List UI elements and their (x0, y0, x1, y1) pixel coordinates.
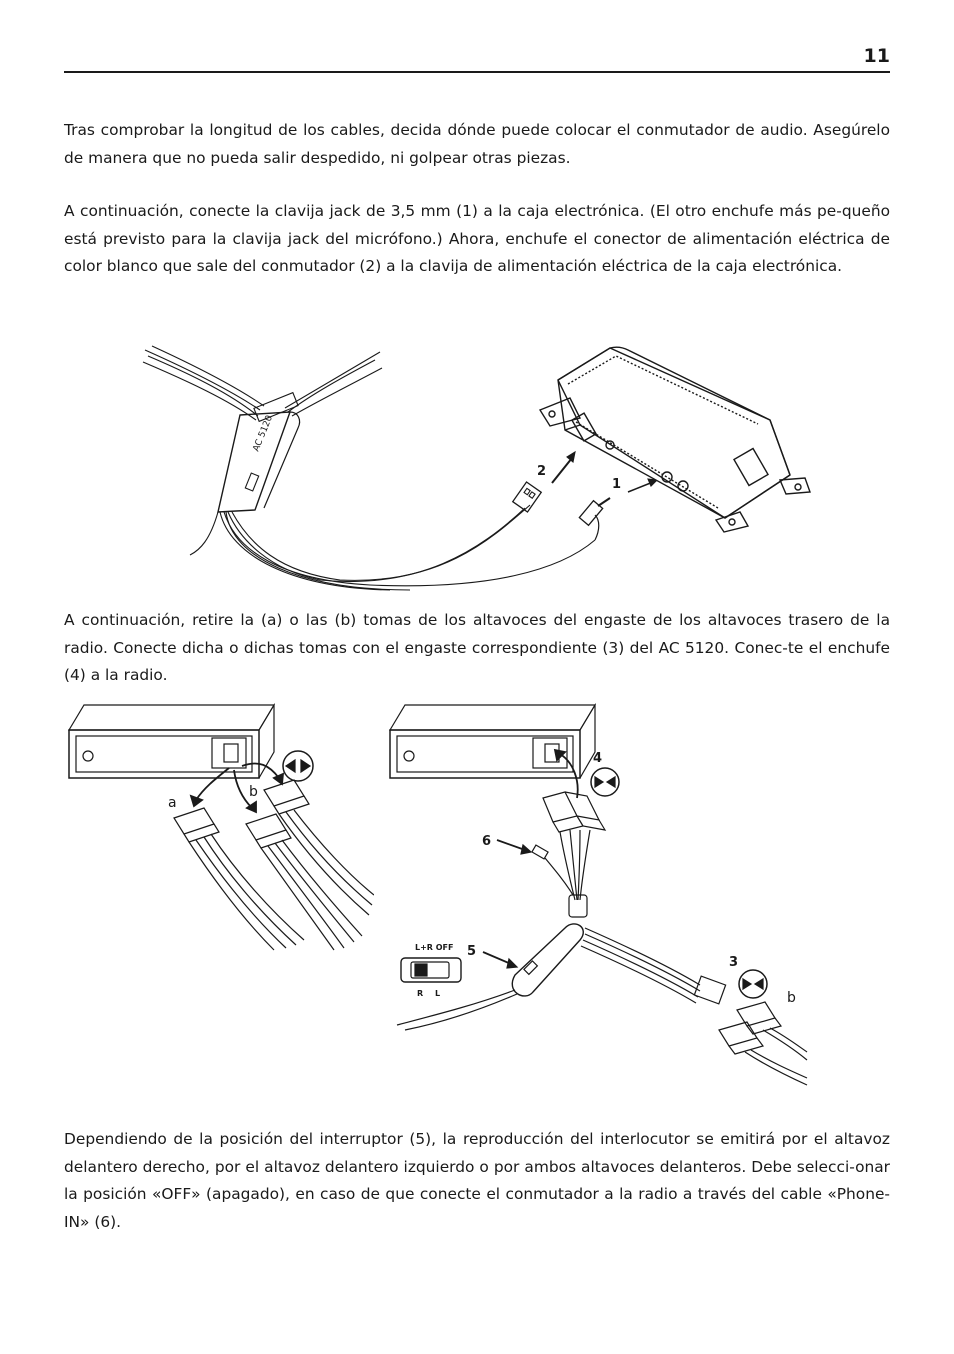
radio-unit (390, 705, 595, 778)
page-number: 11 (863, 45, 890, 67)
callout-arrow-6 (497, 840, 531, 854)
paragraph-jack-connection: A continuación, conecte la clavija jack de 3,5 mm (1) a la caja electrónica. (El otro enchufe más pe-queño está previsto para la clavija jack del micrófono.) Ahora, enchufe el conector de alimentación eléctrica de color blanco que sale del conmutador (2) a la clavija de alimentación eléctrica de la caja electrónica. (64, 202, 890, 275)
callout-arrow-5 (483, 952, 517, 968)
callout-4: 4 (593, 751, 603, 766)
paragraph-cable-placement: Tras comprobar la longitud de los cables, decida dónde puede colocar el conmutador de audio. Asegúrelo de manera que no pueda salir despedido, ni golpear otras piezas. (64, 121, 890, 167)
figure-switch-to-box (140, 340, 815, 595)
label-b: b (249, 784, 258, 800)
lower-wires (397, 990, 517, 1030)
callout-arrow-1 (628, 479, 657, 492)
figure-radio-connectors (64, 700, 374, 960)
switch-detail (401, 943, 461, 998)
svg-text:AC 5120: AC 5120 (251, 414, 276, 454)
switch-body (218, 393, 300, 512)
figure-harness-connection (385, 700, 810, 1092)
electronic-box (540, 347, 810, 532)
callout-6: 6 (482, 834, 492, 849)
connect-icon-top (591, 768, 619, 796)
connector-b-right (264, 780, 374, 915)
connector-a (174, 808, 304, 950)
paragraph-switch-position: Dependiendo de la posición del interruptor (5), la reproducción del interlocutor se emitirá por el altavoz delantero derecho, por el altavoz delantero izquierdo o por ambos altavoces delanteros. Debe selecci-onar la posición «OFF» (apagado), en caso de que conecte el conmutador a la radio a través del cable «Phone-IN» (6). (64, 1130, 890, 1231)
harness-switch (512, 895, 587, 996)
connect-icon-bottom (739, 970, 767, 998)
wire-bundle-top (143, 346, 382, 420)
header-rule (64, 71, 890, 73)
iso-plug (543, 792, 605, 900)
callout-arrow-2 (552, 452, 575, 483)
label-b: b (787, 990, 796, 1006)
insert-arrow (555, 750, 578, 798)
callout-1: 1 (612, 477, 622, 492)
callout-3: 3 (729, 955, 739, 970)
audio-jack (579, 498, 610, 540)
label-a: a (168, 795, 177, 811)
speaker-plugs (719, 1002, 807, 1085)
switch-label-r: R (417, 989, 424, 998)
switch-label-l: L (435, 989, 441, 998)
disconnect-icon (283, 751, 313, 781)
phone-in-cable (532, 845, 573, 895)
callout-5: 5 (467, 944, 477, 959)
radio-unit (69, 705, 274, 778)
connector-b-left (246, 814, 362, 950)
paragraph-speaker-connection: A continuación, retire la (a) o las (b) tomas de los altavoces del engaste de los altavoces trasero de la radio. Conecte dicha o dichas tomas con el engaste correspondiente (3) del AC 5120. Conec-te el enchufe (4) a la radio. (64, 611, 890, 684)
callout-2: 2 (537, 464, 547, 479)
speaker-wires (581, 928, 726, 1004)
switch-label-top: L+R OFF (415, 943, 454, 952)
wire-bundle-bottom (190, 505, 595, 590)
